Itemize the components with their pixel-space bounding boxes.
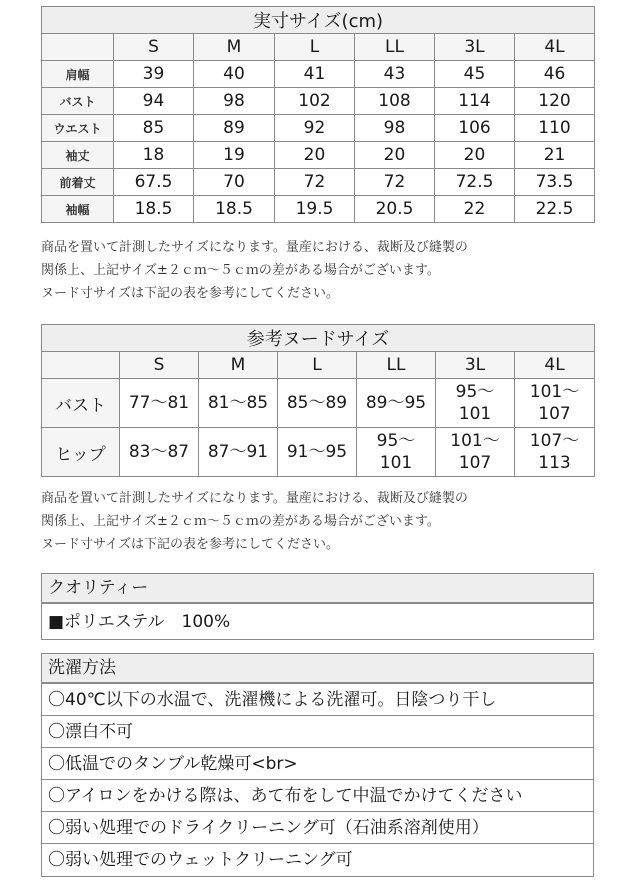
- wash-section: [41, 653, 594, 877]
- table-cell: 110: [515, 115, 595, 142]
- table-cell: 114: [435, 88, 515, 115]
- size-header-3l: 3L: [435, 34, 515, 61]
- quality-section: [41, 573, 594, 640]
- wash-item: 〇漂白不可: [42, 715, 593, 747]
- nude-header-s: S: [120, 352, 199, 379]
- wash-heading: 洗濯方法: [42, 654, 593, 683]
- table-cell: 19.5: [275, 196, 355, 223]
- size-header-l: L: [275, 34, 355, 61]
- table-cell: 106: [435, 115, 515, 142]
- size-table: [41, 6, 595, 223]
- table-cell: 98: [355, 115, 435, 142]
- table-cell: 89: [194, 115, 275, 142]
- row-label-sleeve-length: 袖丈: [42, 142, 114, 169]
- nude-table-title: 参考ヌードサイズ: [42, 325, 595, 352]
- table-cell: 85: [114, 115, 194, 142]
- table-cell: 41: [275, 61, 355, 88]
- cell-line: 77〜81: [128, 393, 190, 413]
- cell-line: 81〜85: [207, 393, 269, 413]
- row-label-bust: バスト: [42, 88, 114, 115]
- size-header-4l: 4L: [515, 34, 595, 61]
- nude-header-m: M: [199, 352, 278, 379]
- row-label-front-length: 前着丈: [42, 169, 114, 196]
- table-row: [42, 379, 595, 428]
- table-cell: 45: [435, 61, 515, 88]
- quality-heading: クオリティー: [42, 574, 593, 603]
- table-row: [42, 115, 595, 142]
- table-cell: 20: [435, 142, 515, 169]
- cell-line: 101: [379, 453, 413, 473]
- row-label-shoulder: 肩幅: [42, 61, 114, 88]
- material-line: ■ポリエステル 100%: [42, 603, 593, 639]
- note-line: 関係上、上記サイズ±２ｃｍ〜５ｃｍの差がある場合がございます。: [41, 263, 440, 278]
- table-cell: 72: [275, 169, 355, 196]
- table-cell: 39: [114, 61, 194, 88]
- table-cell: [357, 428, 436, 477]
- table-row: [42, 61, 595, 88]
- table-cell: 18.5: [114, 196, 194, 223]
- corner-cell: [42, 352, 120, 379]
- table-cell: 21: [515, 142, 595, 169]
- corner-cell: [42, 34, 114, 61]
- cell-line: 85〜89: [286, 393, 348, 413]
- cell-line: 107: [458, 453, 492, 473]
- nude-size-table: [41, 324, 595, 477]
- wash-item: 〇低温でのタンブル乾燥可<br>: [42, 747, 593, 779]
- cell-line: 101〜: [529, 382, 580, 402]
- table-cell: [515, 428, 595, 477]
- table-cell: 40: [194, 61, 275, 88]
- table-cell: 94: [114, 88, 194, 115]
- table-cell: [515, 379, 595, 428]
- wash-item: 〇アイロンをかける際は、あて布をして中温でかけてください: [42, 779, 593, 811]
- table-cell: 72.5: [435, 169, 515, 196]
- table-cell: 20.5: [355, 196, 435, 223]
- cell-line: 83〜87: [128, 442, 190, 462]
- table-cell: 92: [275, 115, 355, 142]
- nude-header-4l: 4L: [515, 352, 595, 379]
- table-cell: [120, 428, 199, 477]
- nude-size-note: [41, 487, 601, 556]
- wash-item: 〇40℃以下の水温で、洗濯機による洗濯可。日陰つり干し: [42, 683, 593, 715]
- cell-line: 91〜95: [286, 442, 348, 462]
- table-cell: 43: [355, 61, 435, 88]
- table-cell: 102: [275, 88, 355, 115]
- table-cell: 72: [355, 169, 435, 196]
- table-cell: 73.5: [515, 169, 595, 196]
- wash-item: 〇弱い処理でのドライクリーニング可（石油系溶剤使用）: [42, 811, 593, 843]
- table-cell: 108: [355, 88, 435, 115]
- table-cell: [278, 428, 357, 477]
- row-label-bust: バスト: [42, 379, 120, 428]
- note-line: ヌード寸サイズは下記の表を参考にしてください。: [41, 537, 339, 552]
- table-cell: 18.5: [194, 196, 275, 223]
- cell-line: 113: [538, 453, 571, 473]
- table-cell: 120: [515, 88, 595, 115]
- table-cell: [357, 379, 436, 428]
- table-cell: [278, 379, 357, 428]
- cell-line: 107〜: [529, 431, 580, 451]
- cell-line: 95〜: [455, 382, 495, 402]
- wash-item: 〇弱い処理でのウェットクリーニング可: [42, 843, 593, 875]
- table-cell: [120, 379, 199, 428]
- table-cell: 67.5: [114, 169, 194, 196]
- table-row: [42, 169, 595, 196]
- table-cell: 22: [435, 196, 515, 223]
- nude-header-l: L: [278, 352, 357, 379]
- nude-header-3l: 3L: [436, 352, 515, 379]
- table-cell: 18: [114, 142, 194, 169]
- table-cell: 20: [355, 142, 435, 169]
- cell-line: 101〜: [450, 431, 500, 451]
- table-cell: 19: [194, 142, 275, 169]
- note-line: 商品を置いて計測したサイズになります。量産における、裁断及び縫製の: [41, 491, 468, 506]
- table-cell: [436, 428, 515, 477]
- table-cell: 98: [194, 88, 275, 115]
- nude-header-ll: LL: [357, 352, 436, 379]
- note-line: 商品を置いて計測したサイズになります。量産における、裁断及び縫製の: [41, 240, 468, 255]
- size-header-ll: LL: [355, 34, 435, 61]
- table-cell: 20: [275, 142, 355, 169]
- table-cell: [436, 379, 515, 428]
- row-label-waist: ウエスト: [42, 115, 114, 142]
- row-label-sleeve-width: 袖幅: [42, 196, 114, 223]
- table-cell: 46: [515, 61, 595, 88]
- table-row: [42, 196, 595, 223]
- table-cell: 22.5: [515, 196, 595, 223]
- note-line: ヌード寸サイズは下記の表を参考にしてください。: [41, 286, 339, 301]
- table-row: [42, 428, 595, 477]
- cell-line: 89〜95: [365, 393, 427, 413]
- size-note: [41, 236, 601, 305]
- table-row: [42, 142, 595, 169]
- table-cell: 70: [194, 169, 275, 196]
- size-header-m: M: [194, 34, 275, 61]
- cell-line: 101: [458, 404, 492, 424]
- cell-line: 87〜91: [207, 442, 269, 462]
- cell-line: 107: [538, 404, 571, 424]
- size-table-title: 実寸サイズ(cm): [42, 7, 595, 34]
- table-cell: [199, 379, 278, 428]
- table-row: [42, 88, 595, 115]
- note-line: 関係上、上記サイズ±２ｃｍ〜５ｃｍの差がある場合がございます。: [41, 514, 440, 529]
- cell-line: 95〜: [376, 431, 416, 451]
- size-header-s: S: [114, 34, 194, 61]
- table-cell: [199, 428, 278, 477]
- row-label-hip: ヒップ: [42, 428, 120, 477]
